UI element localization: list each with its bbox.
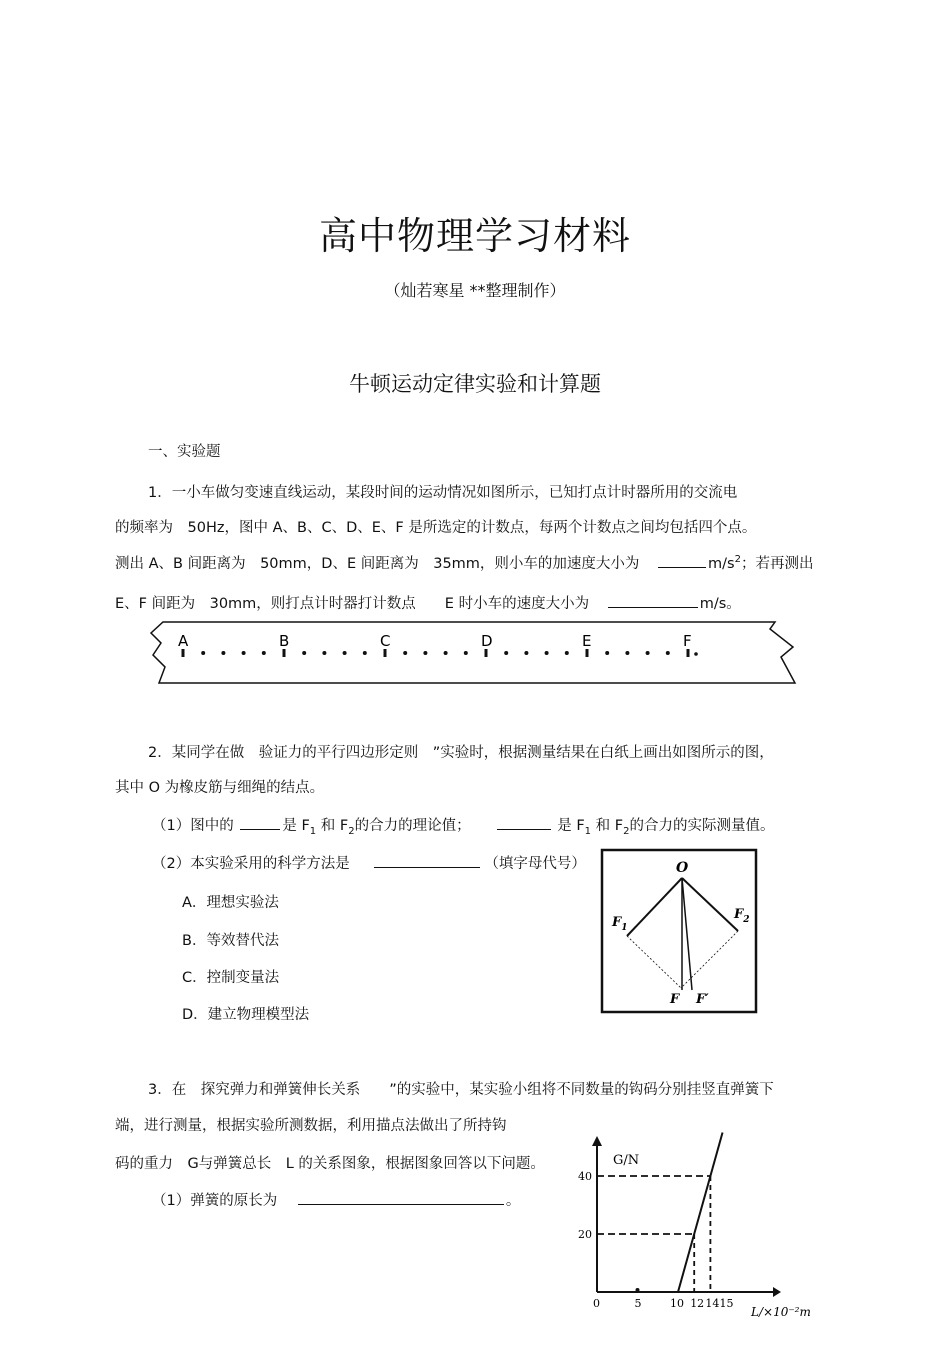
unit-text: m/s [708,556,735,572]
count-point-label: E [582,632,592,650]
count-point-label: A [178,632,189,650]
x-tick-label: 14 [705,1297,720,1310]
chart-xlabel: L/×10⁻²m [751,1305,811,1319]
section-heading: 一、实验题 [148,444,221,460]
count-point-mark [586,649,589,657]
count-point-mark [384,649,387,657]
tape-dot [444,651,448,655]
tape-dot [201,651,205,655]
label-f2-sub: 2 [743,915,750,925]
q2-sub1-prefix: （1）图中的 [152,818,234,834]
q3-line3: 码的重力 G与弹簧总长 L 的关系图象，根据图象回答以下问题。 [115,1156,545,1172]
q2-answer-blank-2[interactable] [497,815,551,830]
x-tick-mark [636,1288,640,1292]
text: 的合力的理论值； [354,818,471,834]
label-f1-sub: 1 [621,923,628,933]
tape-dot [221,651,225,655]
tape-dot [646,651,650,655]
tape-outline [151,622,795,683]
tape-dot [363,651,367,655]
document-subtitle: （灿若寒星 **整理制作） [384,281,566,300]
unit-sup: 2 [734,554,741,566]
q3-line2: 端，进行测量，根据实验所测数据，利用描点法做出了所持钩 [115,1118,507,1134]
spring-chart [575,1132,820,1332]
force-parallelogram-figure [600,848,758,1014]
q3-answer-blank-1[interactable] [298,1190,504,1205]
topic-heading: 牛顿运动定律实验和计算题 [349,372,601,396]
label-f1 [611,915,628,933]
label-f1-letter: F [612,915,622,930]
tape-dot [565,651,569,655]
tape-dot [504,651,508,655]
x-tick-label: 12 [690,1297,705,1310]
count-point-label: D [481,632,493,650]
text: 和 F [320,818,349,834]
q1-line3 [115,552,813,573]
series-line [678,1133,723,1293]
tape-dot [403,651,407,655]
tape-dot [423,651,427,655]
tape-dots [182,649,698,657]
label-o: O [676,860,689,876]
ticker-tape-figure [145,615,810,695]
q2-sub2 [152,852,586,873]
q3-line1: 3．在 探究弹力和弹簧伸长关系 ”的实验中，某实验小组将不同数量的钩码分别挂竖直弹簧下 [148,1082,774,1098]
vector-f-prime [682,878,692,990]
q2-sub2-suffix: （填字母代号） [484,856,586,872]
q1-line1: 1．一小车做匀变速直线运动，某段时间的运动情况如图所示，已知打点计时器所用的交流电 [148,485,738,501]
label-f-prime: F′ [696,992,709,1007]
vector-f1 [627,878,682,936]
y-tick-label: 20 [578,1228,592,1241]
tape-dot [343,651,347,655]
tape-dot [464,651,468,655]
count-point-label: F [683,632,692,650]
y-axis-arrow [592,1136,602,1146]
count-point-mark [283,649,286,657]
tape-dot [524,651,528,655]
tape-dot [694,652,698,656]
text: 是 F [282,818,310,834]
tape-labels [178,632,692,650]
q1-line3-tail: ；若再测出 [740,556,814,572]
label-f2 [733,907,750,925]
q2-line1: 2．某同学在做 验证力的平行四边形定则 ”实验时，根据测量结果在白纸上画出如图所示的图， [148,745,774,761]
q3-sub1-prefix: （1）弹簧的原长为 [152,1193,278,1209]
tape-dot [322,651,326,655]
unit-text: m/s。 [699,596,741,612]
option-c: C．控制变量法 [182,970,280,986]
tape-dot [605,651,609,655]
count-point-label: B [279,632,290,650]
option-d: D．建立物理模型法 [182,1007,310,1023]
count-point-label: C [380,632,391,650]
q2-sub2-prefix: （2）本实验采用的科学方法是 [152,856,350,872]
count-point-mark [687,649,690,657]
q1-answer-blank-2[interactable] [608,593,698,608]
x-tick-label: 0 [593,1297,600,1310]
x-tick-label: 5 [634,1297,642,1310]
tape-dot [545,651,549,655]
sub: 1 [584,825,592,837]
q3-sub1-suffix: 。 [505,1193,521,1209]
count-point-mark [485,649,488,657]
tape-dot [262,651,266,655]
option-a: A．理想实验法 [182,895,279,911]
text: 是 F [557,818,585,834]
tape-dot [666,651,670,655]
q1-answer-blank-1[interactable] [658,553,706,568]
chart-ylabel: G/N [613,1153,640,1168]
q2-answer-blank-3[interactable] [374,853,480,868]
chart-series [678,1133,723,1293]
q2-line2: 其中 O 为橡皮筋与细绳的结点。 [115,780,325,796]
tape-dot [302,651,306,655]
x-tick-label: 15 [719,1297,734,1310]
q2-answer-blank-1[interactable] [240,815,280,830]
text: 的合力的实际测量值。 [629,818,775,834]
tape-dot [242,651,246,655]
y-tick-label: 40 [578,1170,592,1183]
option-b: B．等效替代法 [182,933,279,949]
q2-sub1 [152,814,774,837]
x-axis-arrow [773,1287,781,1297]
document-title: 高中物理学习材料 [318,214,631,258]
label-f2-letter: F [734,907,744,922]
text: 和 F [595,818,624,834]
x-tick-label: 10 [670,1297,684,1310]
sub: 1 [309,825,317,837]
q1-line4-text: E、F 间距为 30mm，则打点计时器打计数点 E 时小车的速度大小为 [115,596,590,612]
tape-dot [625,651,629,655]
count-point-mark [182,649,185,657]
vector-f2 [682,878,738,931]
sub: 2 [623,825,630,837]
q1-line3-text: 测出 A、B 间距离为 50mm，D、E 间距离为 35mm，则小车的加速度大小为 [115,556,640,572]
q1-line4 [115,592,741,613]
sub: 2 [348,825,355,837]
q1-line2: 的频率为 50Hz，图中 A、B、C、D、E、F 是所选定的计数点，每两个计数点之间均包括四个点。 [115,520,757,536]
parallel-line-1 [627,936,681,988]
label-f: F [670,992,680,1007]
q3-sub1 [152,1189,520,1210]
